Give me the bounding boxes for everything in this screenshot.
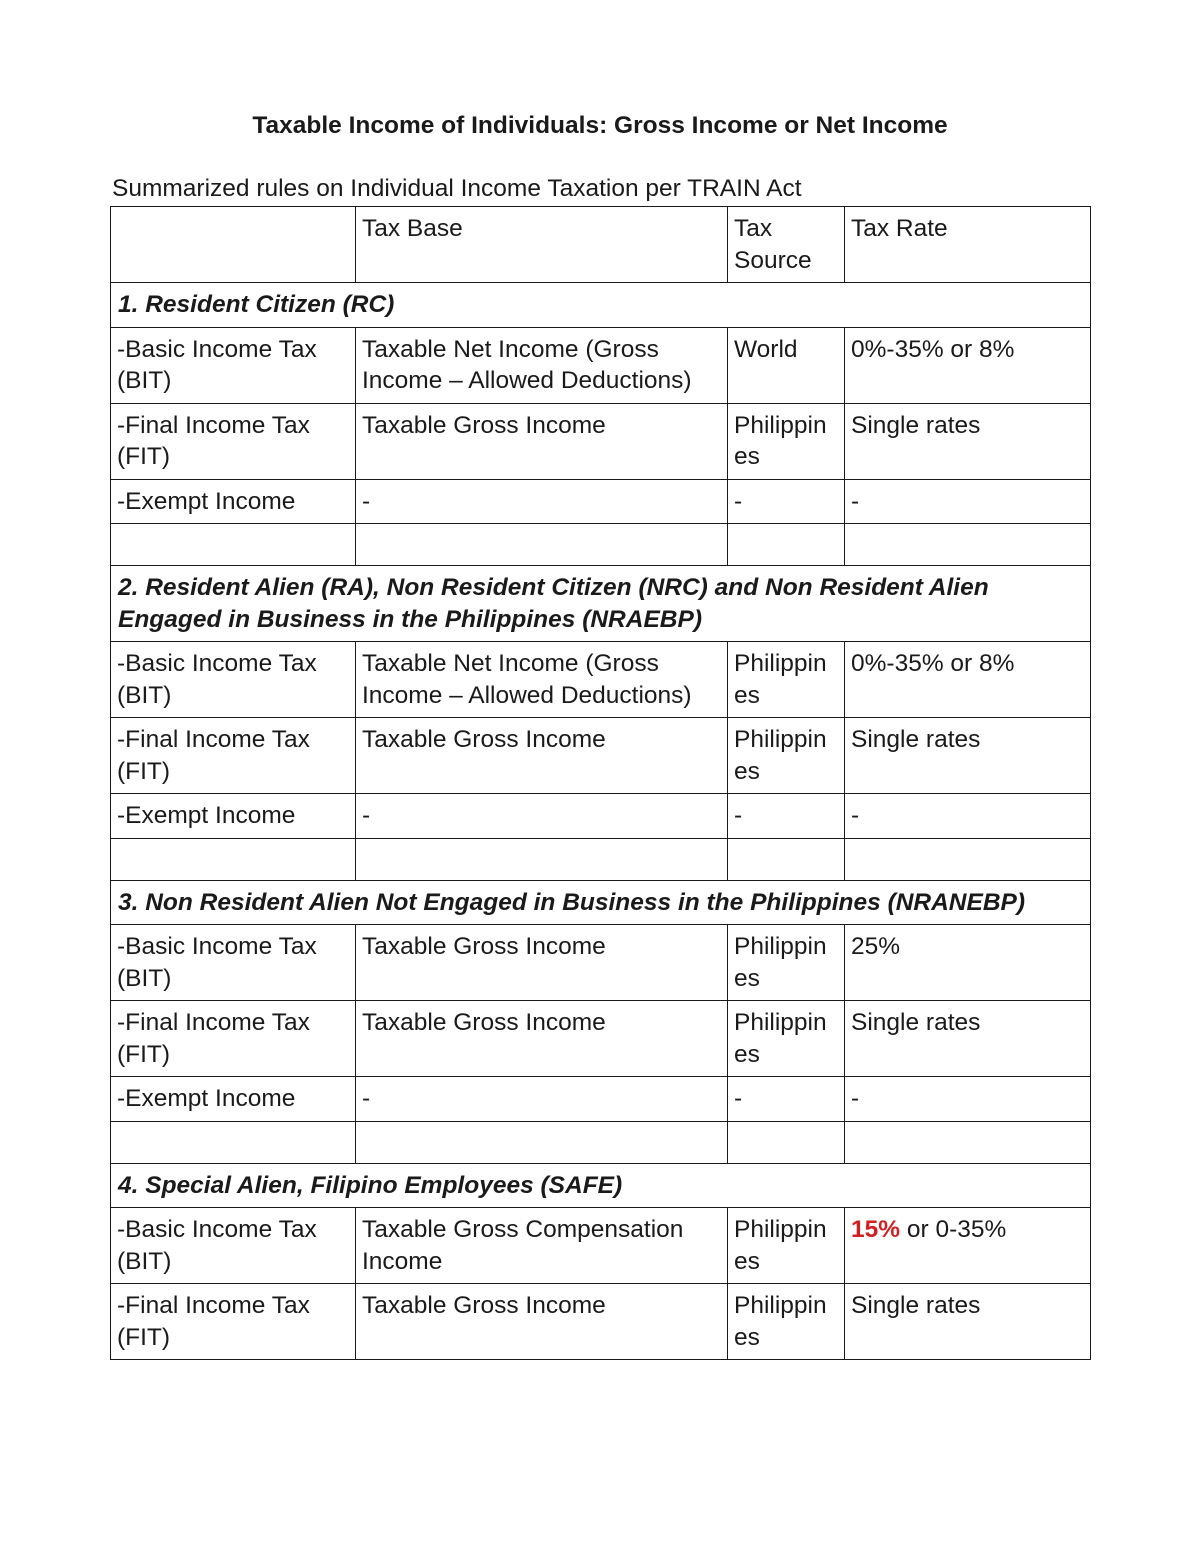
- section-heading: 2. Resident Alien (RA), Non Resident Citizen (NRC) and Non Resident Alien Engaged in Business in the Philippines (NRAEBP): [111, 566, 1091, 642]
- tax-base-cell: -: [356, 1077, 728, 1122]
- income-type-cell: -Basic Income Tax (BIT): [111, 642, 356, 718]
- header-cell-tax-base: Tax Base: [356, 207, 728, 283]
- tax-source-cell: Philippines: [728, 403, 845, 479]
- blank-cell: [111, 1121, 356, 1163]
- blank-cell: [356, 1121, 728, 1163]
- tax-base-cell: -: [356, 794, 728, 839]
- table-row: [111, 1284, 1091, 1360]
- tax-rate-cell: 0%-35% or 8%: [845, 642, 1091, 718]
- blank-cell: [111, 838, 356, 880]
- tax-source-cell: -: [728, 479, 845, 524]
- blank-cell: [111, 524, 356, 566]
- tax-source-cell: Philippines: [728, 1284, 845, 1360]
- section-heading: 1. Resident Citizen (RC): [111, 283, 1091, 328]
- tax-rate-cell: Single rates: [845, 1284, 1091, 1360]
- rate-remainder: or 0-35%: [900, 1216, 1007, 1243]
- table-row: [111, 1001, 1091, 1077]
- tax-source-cell: -: [728, 794, 845, 839]
- tax-base-cell: Taxable Gross Income: [356, 1001, 728, 1077]
- section-heading-row: [111, 283, 1091, 328]
- table-row: [111, 403, 1091, 479]
- income-type-cell: -Final Income Tax (FIT): [111, 1284, 356, 1360]
- table-row: [111, 794, 1091, 839]
- table-row: [111, 925, 1091, 1001]
- table-caption: Summarized rules on Individual Income Taxation per TRAIN Act: [112, 175, 802, 202]
- blank-cell: [845, 524, 1091, 566]
- tax-source-cell: World: [728, 327, 845, 403]
- tax-source-cell: Philippines: [728, 718, 845, 794]
- blank-cell: [845, 838, 1091, 880]
- tax-rate-cell: Single rates: [845, 1001, 1091, 1077]
- blank-spacer-row: [111, 838, 1091, 880]
- blank-cell: [356, 524, 728, 566]
- header-cell-tax-rate: Tax Rate: [845, 207, 1091, 283]
- tax-base-cell: Taxable Gross Income: [356, 925, 728, 1001]
- blank-cell: [728, 524, 845, 566]
- header-cell-empty: [111, 207, 356, 283]
- header-row: [111, 207, 1091, 283]
- tax-rate-cell: Single rates: [845, 718, 1091, 794]
- tax-base-cell: Taxable Net Income (Gross Income – Allowed Deductions): [356, 327, 728, 403]
- tax-base-cell: Taxable Gross Income: [356, 1284, 728, 1360]
- table-body: [111, 207, 1091, 1360]
- tax-base-cell: Taxable Net Income (Gross Income – Allowed Deductions): [356, 642, 728, 718]
- income-type-cell: -Basic Income Tax (BIT): [111, 925, 356, 1001]
- header-cell-tax-source: Tax Source: [728, 207, 845, 283]
- income-type-cell: -Final Income Tax (FIT): [111, 718, 356, 794]
- tax-base-cell: Taxable Gross Income: [356, 403, 728, 479]
- income-type-cell: -Final Income Tax (FIT): [111, 1001, 356, 1077]
- table-row: [111, 1208, 1091, 1284]
- income-type-cell: -Final Income Tax (FIT): [111, 403, 356, 479]
- income-type-cell: -Exempt Income: [111, 794, 356, 839]
- page-title: Taxable Income of Individuals: Gross Income or Net Income: [252, 112, 948, 139]
- section-heading-row: [111, 880, 1091, 925]
- blank-cell: [356, 838, 728, 880]
- highlighted-rate: 15%: [851, 1216, 901, 1243]
- tax-rate-cell: -: [845, 1077, 1091, 1122]
- tax-source-cell: -: [728, 1077, 845, 1122]
- tax-source-cell: Philippines: [728, 1208, 845, 1284]
- tax-source-cell: Philippines: [728, 642, 845, 718]
- tax-rate-cell: 0%-35% or 8%: [845, 327, 1091, 403]
- table-row: [111, 479, 1091, 524]
- section-heading-row: [111, 566, 1091, 642]
- blank-cell: [845, 1121, 1091, 1163]
- tax-source-cell: Philippines: [728, 1001, 845, 1077]
- tax-rate-cell: -: [845, 479, 1091, 524]
- section-heading-row: [111, 1163, 1091, 1208]
- table-row: [111, 1077, 1091, 1122]
- tax-base-cell: -: [356, 479, 728, 524]
- income-type-cell: -Exempt Income: [111, 1077, 356, 1122]
- table-row: [111, 327, 1091, 403]
- section-heading: 3. Non Resident Alien Not Engaged in Business in the Philippines (NRANEBP): [111, 880, 1091, 925]
- blank-spacer-row: [111, 1121, 1091, 1163]
- section-heading: 4. Special Alien, Filipino Employees (SAFE): [111, 1163, 1091, 1208]
- blank-spacer-row: [111, 524, 1091, 566]
- tax-base-cell: Taxable Gross Compensation Income: [356, 1208, 728, 1284]
- tax-rate-cell: [845, 1208, 1091, 1284]
- tax-source-cell: Philippines: [728, 925, 845, 1001]
- blank-cell: [728, 838, 845, 880]
- tax-rate-cell: Single rates: [845, 403, 1091, 479]
- table-row: [111, 642, 1091, 718]
- income-tax-rules-table: [110, 206, 1091, 1360]
- tax-rate-cell: 25%: [845, 925, 1091, 1001]
- income-type-cell: -Exempt Income: [111, 479, 356, 524]
- blank-cell: [728, 1121, 845, 1163]
- tax-rate-cell: -: [845, 794, 1091, 839]
- income-type-cell: -Basic Income Tax (BIT): [111, 327, 356, 403]
- income-type-cell: -Basic Income Tax (BIT): [111, 1208, 356, 1284]
- tax-base-cell: Taxable Gross Income: [356, 718, 728, 794]
- table-row: [111, 718, 1091, 794]
